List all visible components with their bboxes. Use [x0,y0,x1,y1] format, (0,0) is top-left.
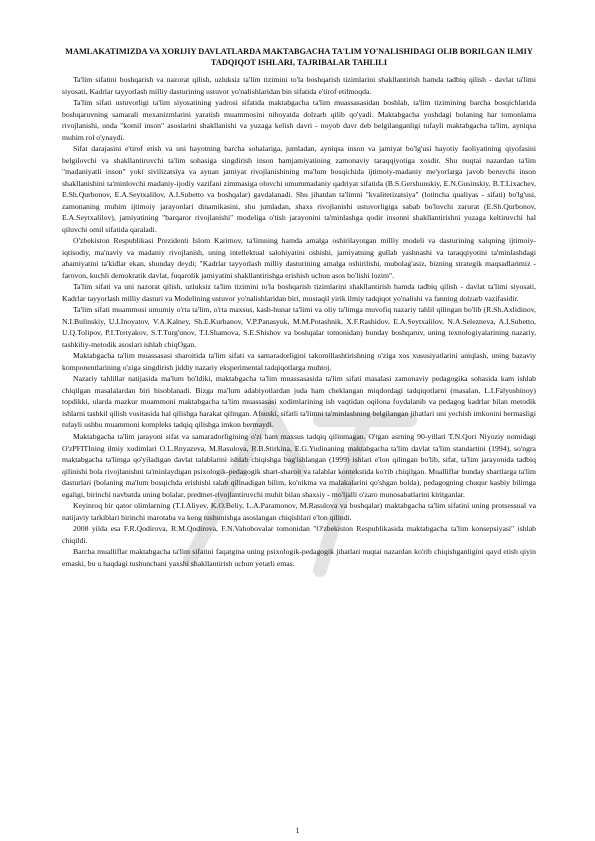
document-title: MAMLAKATIMIZDA VA XORIJIY DAVLATLARDA MAKTABGACHA TA'LIM YO'NALISHIDAGI OLIB BORILGAN ILMIY TADQIQOT ISHLARI, TAJRIBALAR TAHLILI [65,47,533,67]
paragraph: Ta'lim sifati muammosi umumiy o'rta ta'lim, o'rta maxsus, kasb-hunar ta'limi va oliy ta'limga muvofiq nazariy tahlil qilingan bo'lib (R.Sh.Axlidinov, N.I.Bulinskiy, U.I.Inoyatov, V.A.Kalney, Sh.E.Kurbanov, V.P.Panasyuk, M.M.Potashnik, X.F.Rashidov, E.A.Seytxalilov, N.A.Selezneva, A.I.Subetto, U.Q.Tolipov, P.I.Tretyakov, S.T.Turg'unov, T.I.Shamova, S.E.Shishov va boshqalar tomonidan) bunday boshqaruv, uning texnologiyalarining nazariy, tashkiliy-metodik asoslari ishlab chiqOgan. [62,305,536,349]
document-body [62,46,536,569]
paragraph: Keyinroq bir qator olimlarning (T.I.Aliyev, K.O.Beliy, L.A.Paramonov, M.Rasulova va boshqalar) maktabgacha ta'lim sifatini uning protsessual va natijaviy tarkiblari birinchi marotaba va keng tushunishga asoslangan chiqishlari e'lon qilindi. [62,501,536,522]
paragraph: Nazariy tahlillar natijasida ma'lum bo'ldiki, maktabgacha ta'lim muassasasida ta'lim sifati masalasi zamonaviy pedagogika sohasida kam ishlab chiqilgan masalalardan biri hisoblanadi. Bizga ma'lum adabiyotlardan juda ham cheklangan miqdordagi tadqiqotlarni (masalan, L.I.Falyushinoy) topdikki, ularda mazkur muammoni maktabgacha ta'lim muassasasi xodimlarining ish vaqtidan oqilona foydalanib va pedagog kadrlar bilan metodik ishlarni tashkil qilish vositasida hal qilishga harakat qilingan. Afsuski, sifatli ta'limni ta'minlashning belgilangan jihatlari uni yechish imkonini bermasligi tufayli ushbu muammoni kompleks tadqiq qilishga imkon bermaydi. [62,374,536,430]
page-number: 1 [295,826,300,835]
paragraph: Barcha mualliflar maktabgacha ta'lim sifatini faqatgina uning psixologik-pedagogik jihatlari nuqtai nazardan ko'rib chiqishganligini qayd etish qiyin emaski, bu u haqdagi tushunchani yaxshi shakllantirish uchun yetarli emas. [62,547,536,568]
paragraph: Ta'lim sifatini boshqarish va nazorat qilish, uzluksiz ta'lim tizimini to'la boshqarish tizimlarini shakllantirish hamda tadbiq qilish - davlat ta'limi siyosati, Kadrlar tayyorlash milliy dasturining ustuvor yo'nalishlaridan bin sifatida e'tirof etilmoqda. [62,75,536,96]
paragraph: Maktabgacha ta'lim muassasasi sharoitida ta'lim sifati va samaradorligini takomillashtirishning o'ziga xos xususiyatlarini aniqlash, uning bazaviy komponentlarining o'ziga singdirish jiddiy nazariy eksperimental tadqiqotlarga muhtoj. [62,351,536,372]
paragraph: Maktabgacha ta'lim jarayoni sifat va samaradorligining o'zi ham maxsus tadqiq qilinmagan. O'tgan asrning 90-yillari T.N.Qori Niyoziy nomidagi O'zPFITIning ilmiy xodimlari O.L.Rnyazeva, M.Rasulova, R.B.Stirkina, E.G.Yudinaning maktabgacha ta'lim davlat ta'lim standartini (1994), so'ngra maktabgacha ta'limga qo'yiladigan davlat talablarini ishlab chiqishga bag'ishlangan (1999) ishlari e'lon qilingan bo'lib, sifat, ta'lim jarayonida tadbiq qilinishi bola rivojlanishni ta'minlaydigan psixologik-pedagogik shart-sharoit va talablar kontekstida ko'rib chiqilgan. Mualliflar bunday shartlarga ta'lim dasturlari (bolaning ma'lum bosqichda erishishi talab qilinadigan bilim, ko'nikma va malakalarini qo'shgan holda), pedagogning chuqur kasbiy bilimga egaligi, birinchi navbatda uning bolalar, predmet-rivojlantiruvchi muhit bilan shaxsiy - mo'ljalli o'zaro munosabatlarini kiritganlar. [62,431,536,499]
paragraph: 2008 yilda esa F.R.Qodirova, R.M.Qodirova, F.N.Vahobovalar tomonidan "O'zbekiston Respublikasida maktabgacha ta'lim konsepsiyasi" ishlab chiqildi. [62,524,536,545]
paragraph: O'zbekiston Respublikasi Prezidenti Islom Karimov, ta'limning hamda amalga oshirilayotgan milliy modeli va dasturining xalqning ijtimoiy-iqtisodiy, ma'naviy va madaniy rivojlanish, uning intellektual salohiyatini oshishi, jamiyatning gullab yashnashi va taraqqiyotini ta'minlashdagi ahamiyatini ta'kidlar ekan, shunday deydi; "Kadrlar tayyorlash milliy dasturining amalga oshirilishi, mubolag'asiz, bizning strategik maqsadlarimiz - farovon, kuchli demokratik davlat, fuqarolik jamiyatini shakllantirishga erishish uchun asos bo'lishi lozim". [62,236,536,280]
paragraph: Ta'lim sifati ustuvorligi ta'lim siyosatining yadrosi sifatida maktabgacha ta'lim muassasasidan boshlab, ta'lim tizimining barcha bosqichlarida boshqaruvning samarali mexanizmlarini yaratish muammosini nihoyatda dolzarb qilib qo'yadi. Maktabgacha yoshdagi bolaning har tomonlama rivojlanishi, unda "komil inson" asoslarini shakllanishi va yuzaga kelish davri - noyob davr deb belgilanganligi tufayli maktabgacha ta'lim, ayniqsa muhim rol o'ynaydi. [62,98,536,142]
paragraph: Ta'lim sifati va uni nazorat qilish, uzluksiz ta'lim tizimini to'la boshqarish tizimlarini shakllantirish hamda tadbiq qilish - davlat ta'limi siyosati, Kadrlar tayyorlash milliy dasturi va Modelining ustuvor yo'nalishlaridan biri, mustaqil yirik ilmiy tadqiqot yo'nalishi va fanning dolzarb vazifasidir. [62,282,536,303]
paragraph: Sifat darajasini e'tirof etish va uni hayotning barcha sohalariga, jumladan, ayniqsa inson va jamiyat bo'lg'usi hayotiy faoliyatining qiyofasini belgilovchi va shakllantiruvchi ta'lim sohasiga singdirish inson hamjamiyatining zamonaviy taraqqiyotiga xosdir. Shu nuqtai nazardan ta'lim "madaniyatli inson" yoki sivilizatsiya va aynan jamiyat rivojlanishining ma'lum bosqichida ijtimoiy-madaniy me'yorlarga javob beruvchi inson shakllanishini ta'minlovchi madaniy-ijodiy vazifani zimmasiga oluvchi umummadaniy qadriyat sifatida (B.S.Gershunskiy, E.N.Gusinskiy, B.T.Lixachev, E.Sh.Qurbonov, E.A.Seytxalilov, A.I.Subetto va boshqalar) gavdalanadi. Shu jihatdan ta'limni "kvalitetizatsiya" (lotincha qualiyas - sifati) bo'lg'usi, zamonaning muhim ijtimoiy jarayonlari dinamikasini, shu jumladan, shaxs rivojlanishi ustuvorligiga sabab bo'luvchi zarurat (E.Sh.Qurbonov, E.A.Seytxalilov), jamiyatining "barqaror rivojlanishi" modeliga o'tish jarayonini ta'minlashga qodir insonni shakllantirishni yuzaga keltiruvchi hal qiluvchi omil sifatida qaraladi. [62,144,536,234]
